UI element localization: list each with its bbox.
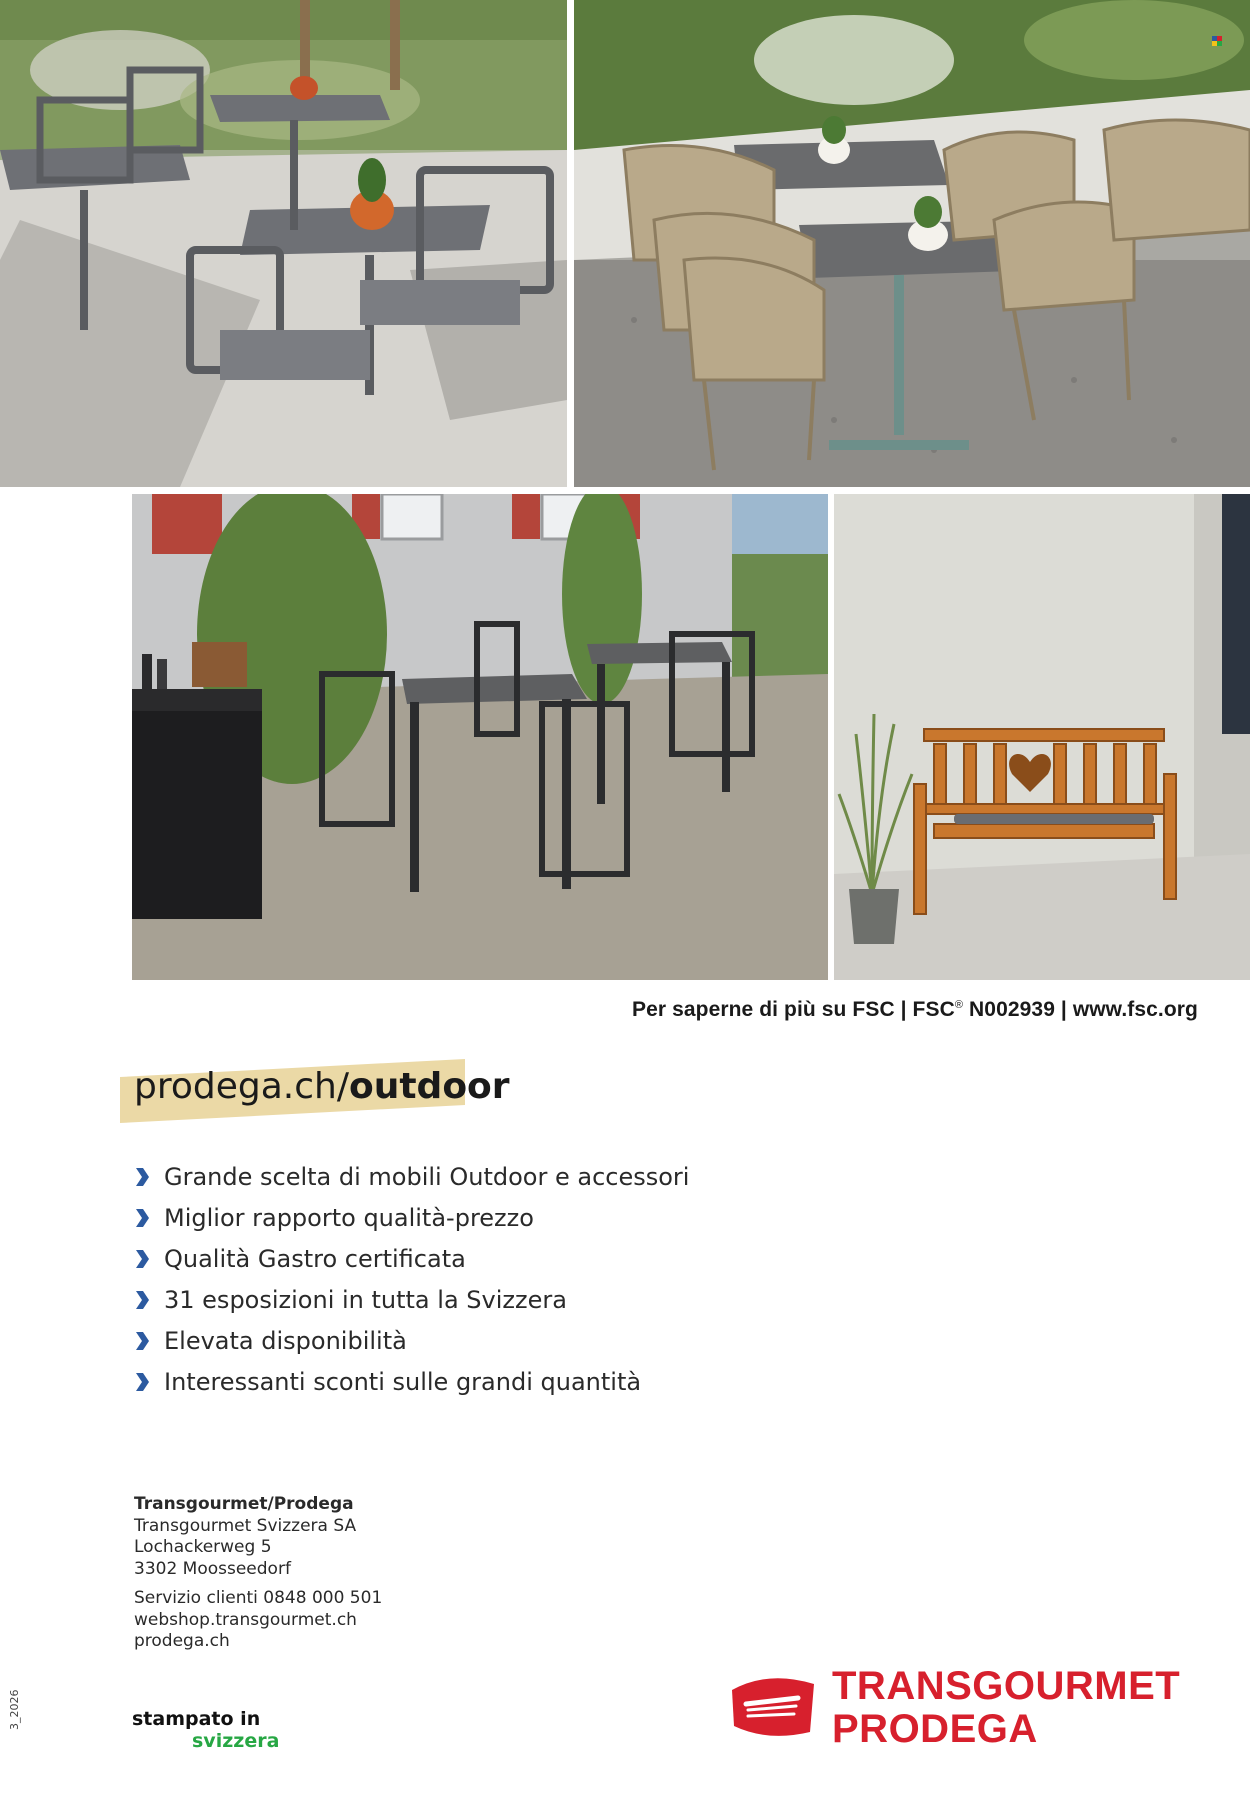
list-item: Qualità Gastro certificata (134, 1238, 689, 1279)
address-city: 3302 Moosseedorf (134, 1558, 291, 1579)
benefits-list (134, 1156, 689, 1402)
address-line-1: Transgourmet Svizzera SA (134, 1515, 357, 1536)
edition-code: 3_2026 (8, 1689, 21, 1730)
url-text: prodega.ch/outdoor (134, 1066, 510, 1107)
patio-photo-4 (834, 494, 1250, 980)
webshop-link[interactable]: webshop.transgourmet.ch (134, 1609, 357, 1630)
transgourmet-prodega-logo (728, 1664, 1208, 1754)
list-item: 31 esposizioni in tutta la Svizzera (134, 1279, 689, 1320)
chevron-right-icon (134, 1331, 150, 1351)
chevron-right-icon (134, 1208, 150, 1228)
patio-photo-1 (0, 0, 567, 487)
chevron-right-icon (134, 1167, 150, 1187)
logo-word-prodega: PRODEGA (832, 1707, 1038, 1751)
list-item: Interessanti sconti sulle grandi quantità (134, 1361, 689, 1402)
list-item: Elevata disponibilità (134, 1320, 689, 1361)
chevron-right-icon (134, 1290, 150, 1310)
list-item: Miglior rapporto qualità-prezzo (134, 1197, 689, 1238)
patio-photo-2 (574, 0, 1250, 487)
patio-photo-3 (132, 494, 828, 980)
color-mark-icon (1212, 36, 1222, 46)
site-link[interactable]: prodega.ch (134, 1631, 230, 1651)
company-address (134, 1494, 382, 1653)
fsc-note: Per saperne di più su FSC | FSC® N002939 | www.fsc.org (631, 998, 1198, 1021)
address-street: Lochackerweg 5 (134, 1537, 272, 1557)
fork-logo-icon (728, 1670, 818, 1742)
logo-word-transgourmet: TRANSGOURMET (832, 1664, 1181, 1708)
printed-in-switzerland: stampato in svizzera (132, 1708, 280, 1752)
customer-service: Servizio clienti 0848 000 501 (134, 1588, 383, 1608)
company-name: Transgourmet/Prodega (134, 1494, 354, 1514)
chevron-right-icon (134, 1372, 150, 1392)
list-item: Grande scelta di mobili Outdoor e accessori (134, 1156, 689, 1197)
chevron-right-icon (134, 1249, 150, 1269)
registered-mark: ® (954, 999, 964, 1011)
outdoor-url[interactable] (118, 1052, 510, 1122)
